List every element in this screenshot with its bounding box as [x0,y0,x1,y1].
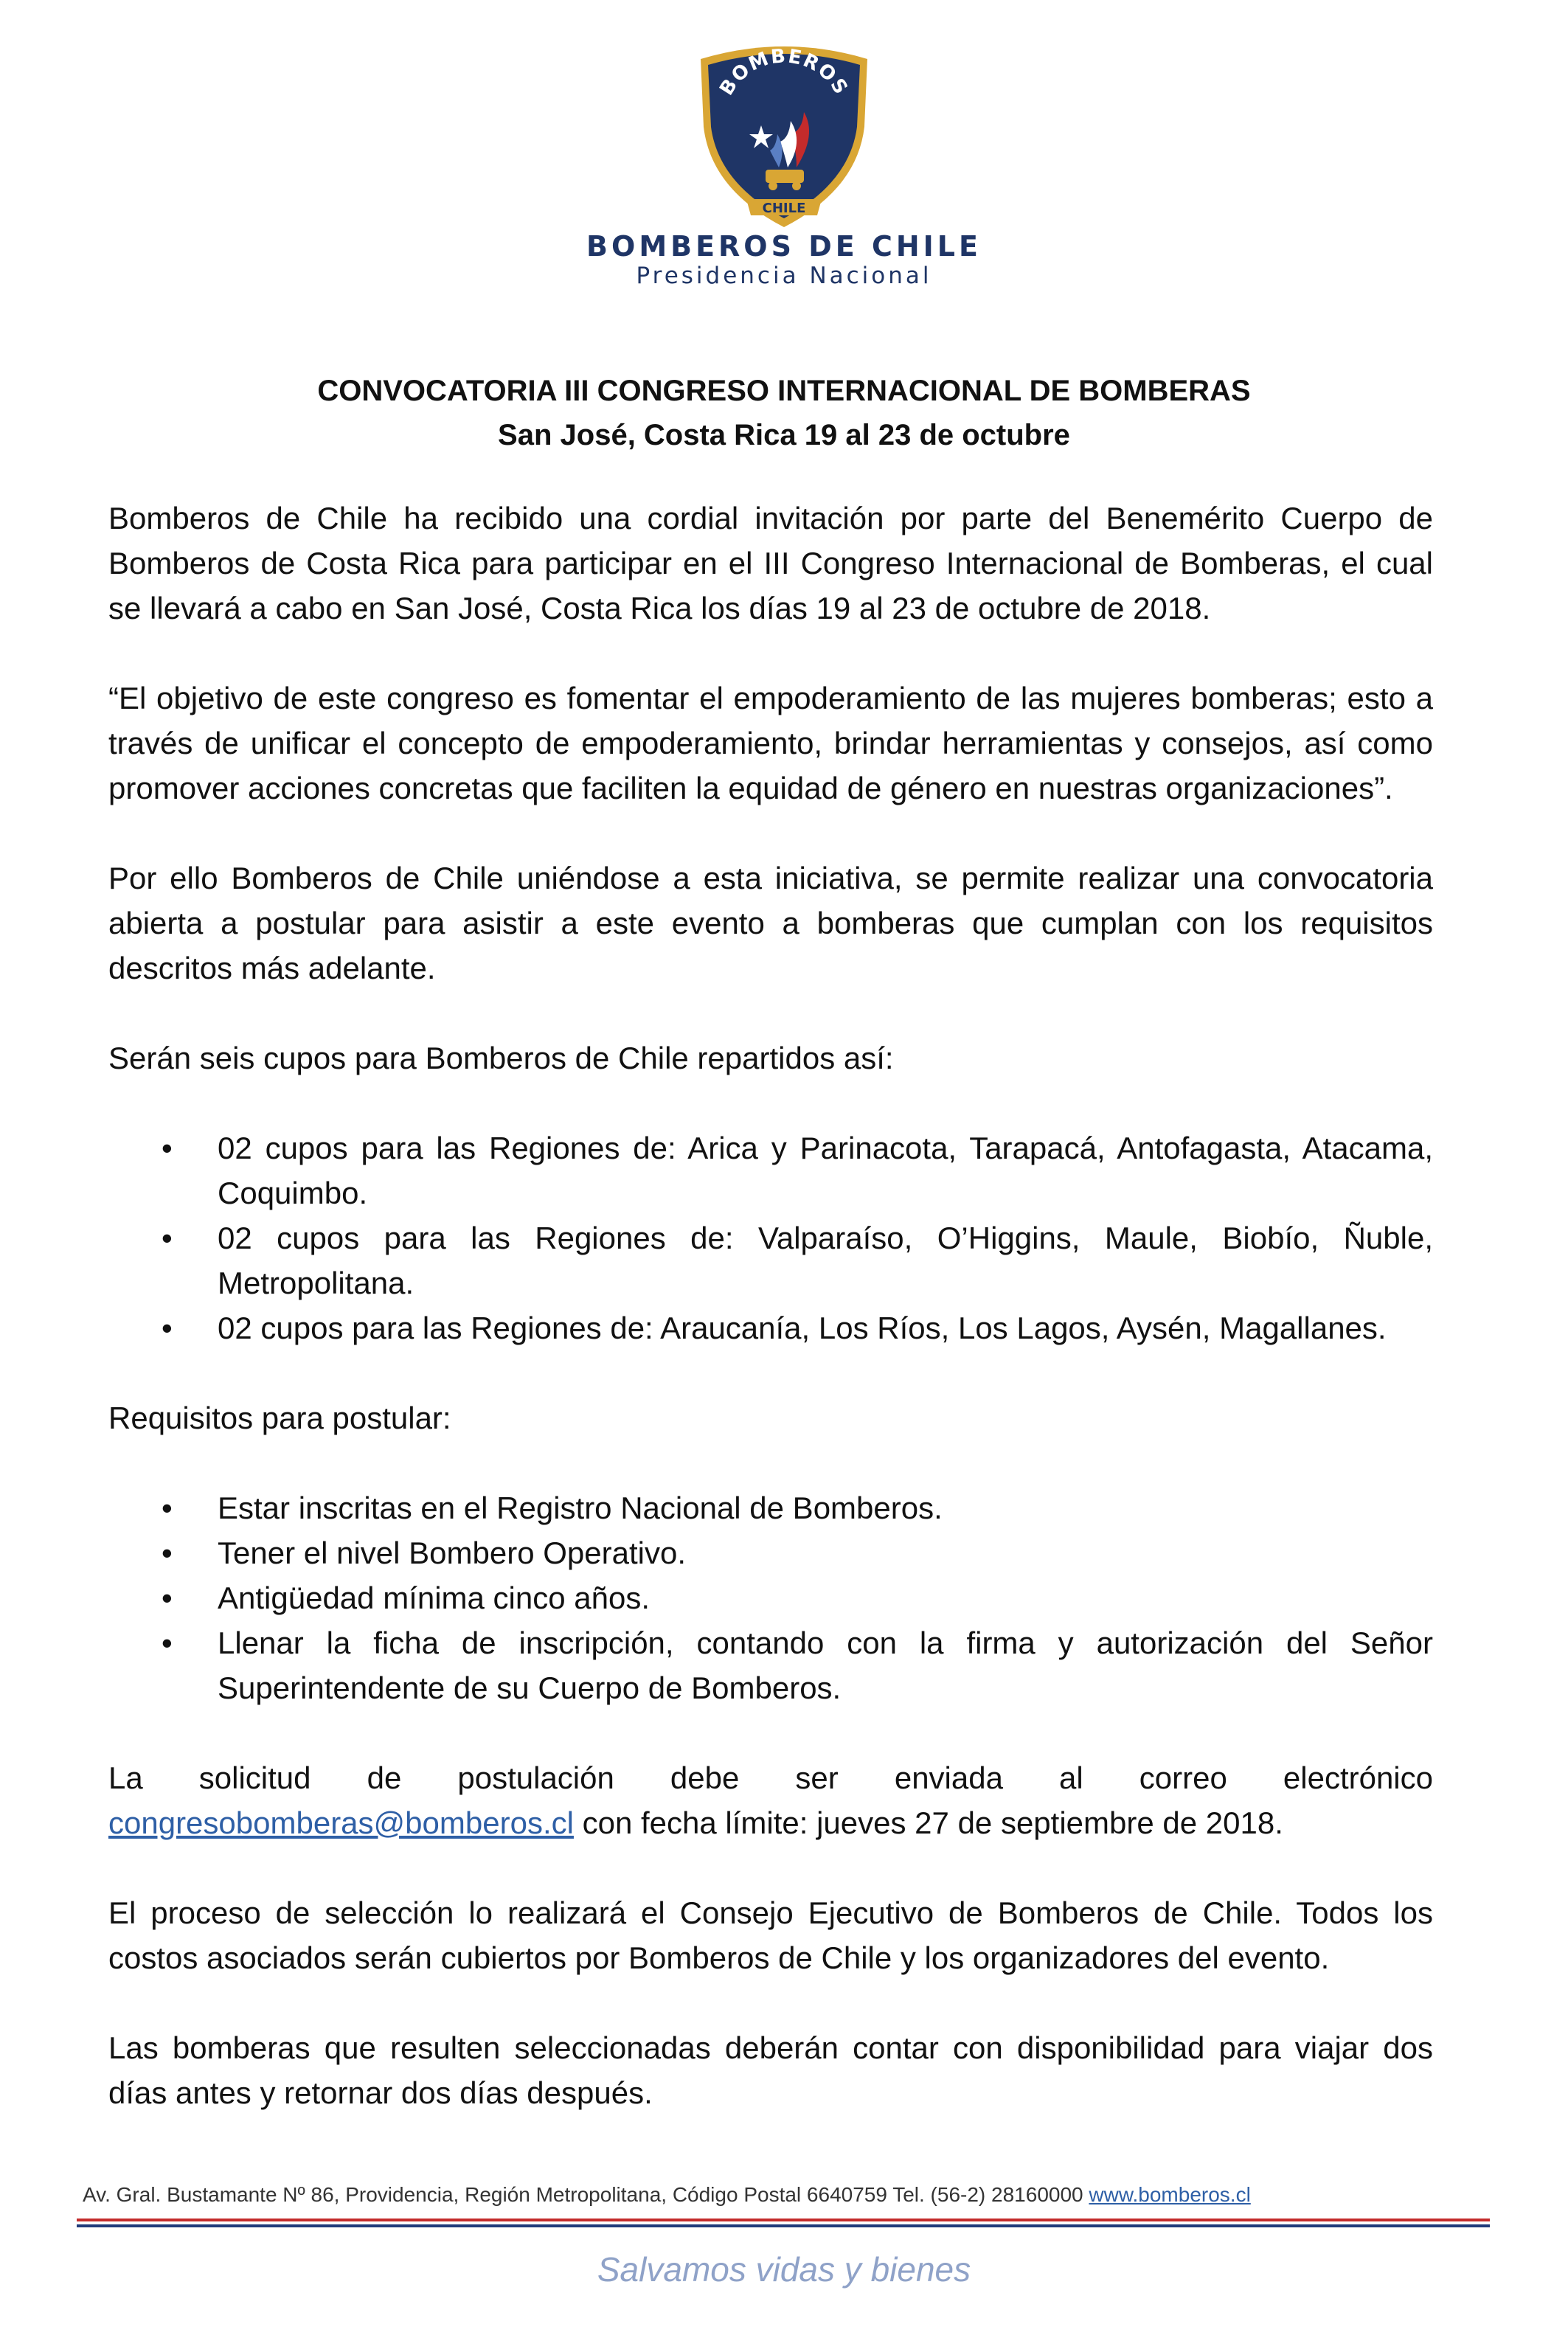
bullet-icon: • [162,1491,173,1525]
address-text: Av. Gral. Bustamante Nº 86, Providencia, Región Metropolitana, Código Postal 6640759 Tel. (56-2) 28160000 [83,2183,1089,2206]
paragraph-availability: Las bomberas que resulten seleccionadas deberán contar con disponibilidad para viajar dos días antes y retornar dos días después. [108,2030,1433,2110]
email-link[interactable]: congresobomberas@bomberos.cl [108,1805,574,1840]
footer-address [83,2183,1484,2207]
list-item: • 02 cupos para las Regiones de: Araucanía, Los Ríos, Los Lagos, Aysén, Magallanes. [108,1305,1433,1350]
list-item: • Antigüedad mínima cinco años. [108,1575,1433,1620]
footer-divider-blue [77,2224,1490,2227]
title-line-2: San José, Costa Rica 19 al 23 de octubre [498,419,1070,451]
list-item: • 02 cupos para las Regiones de: Arica y Parinacota, Tarapacá, Antofagasta, Atacama, Coquimbo. [108,1125,1433,1215]
paragraph-objective: “El objetivo de este congreso es fomentar el empoderamiento de las mujeres bomberas; esto a través de unificar el concepto de empoderamiento, brindar herramientas y consejos, así como promover acciones concretas que faciliten la equidad de género en nuestras organizaciones”. [108,681,1433,805]
paragraph-requisitos-intro: Requisitos para postular: [108,1401,451,1435]
paragraph-cupos-intro: Serán seis cupos para Bomberos de Chile repartidos así: [108,1041,894,1075]
requisitos-list [108,1485,1433,1710]
cupos-list [108,1125,1433,1350]
document-body [108,496,1433,2115]
logo-bottom-text: CHILE [762,201,806,216]
footer-slogan: Salvamos vidas y bienes [597,2250,971,2289]
title-line-1: CONVOCATORIA III CONGRESO INTERNACIONAL DE BOMBERAS [317,375,1251,407]
bullet-icon: • [162,1131,173,1165]
website-link[interactable]: www.bomberos.cl [1089,2183,1251,2206]
paragraph-selection: El proceso de selección lo realizará el Consejo Ejecutivo de Bomberos de Chile. Todos los costos asociados serán cubiertos por Bomberos de Chile y los organizadores del evento. [108,1895,1433,1975]
logo-top-text: BOMBEROS [715,45,853,100]
bullet-icon: • [162,1581,173,1615]
bomberos-logo [693,38,875,230]
bullet-icon: • [162,1311,173,1345]
paragraph-initiative: Por ello Bomberos de Chile uniéndose a esta iniciativa, se permite realizar una convocatoria abierta a postular para asistir a este evento a bomberas que cumplan con los requisitos descritos más adelante. [108,861,1433,985]
list-item: • Tener el nivel Bombero Operativo. [108,1530,1433,1575]
paragraph-invitation: Bomberos de Chile ha recibido una cordial invitación por parte del Benemérito Cuerpo de Bomberos de Costa Rica para participar en el III Congreso Internacional de Bomberas, el cual se llevará a cabo en San José, Costa Rica los días 19 al 23 de octubre de 2018. [108,501,1433,625]
org-subtitle: Presidencia Nacional [636,263,932,289]
list-item: • Llenar la ficha de inscripción, contando con la firma y autorización del Señor Superintendente de su Cuerpo de Bomberos. [108,1620,1433,1710]
footer-divider-red [77,2219,1490,2221]
bullet-icon: • [162,1626,173,1660]
deadline-text: con fecha límite: jueves 27 de septiembre de 2018. [573,1805,1283,1840]
org-name: BOMBEROS DE CHILE [586,230,982,263]
paragraph-solicitud-line1: La solicitud de postulación debe ser enviada al correo electrónico [108,1760,1433,1795]
list-item: • 02 cupos para las Regiones de: Valparaíso, O’Higgins, Maule, Biobío, Ñuble, Metropolitana. [108,1215,1433,1305]
document-title [0,369,1568,457]
bullet-icon: • [162,1221,173,1255]
bullet-icon: • [162,1536,173,1570]
list-item: • Estar inscritas en el Registro Nacional de Bomberos. [108,1485,1433,1530]
paragraph-solicitud-line2 [108,1800,1433,1845]
shield-logo-icon [693,38,875,230]
